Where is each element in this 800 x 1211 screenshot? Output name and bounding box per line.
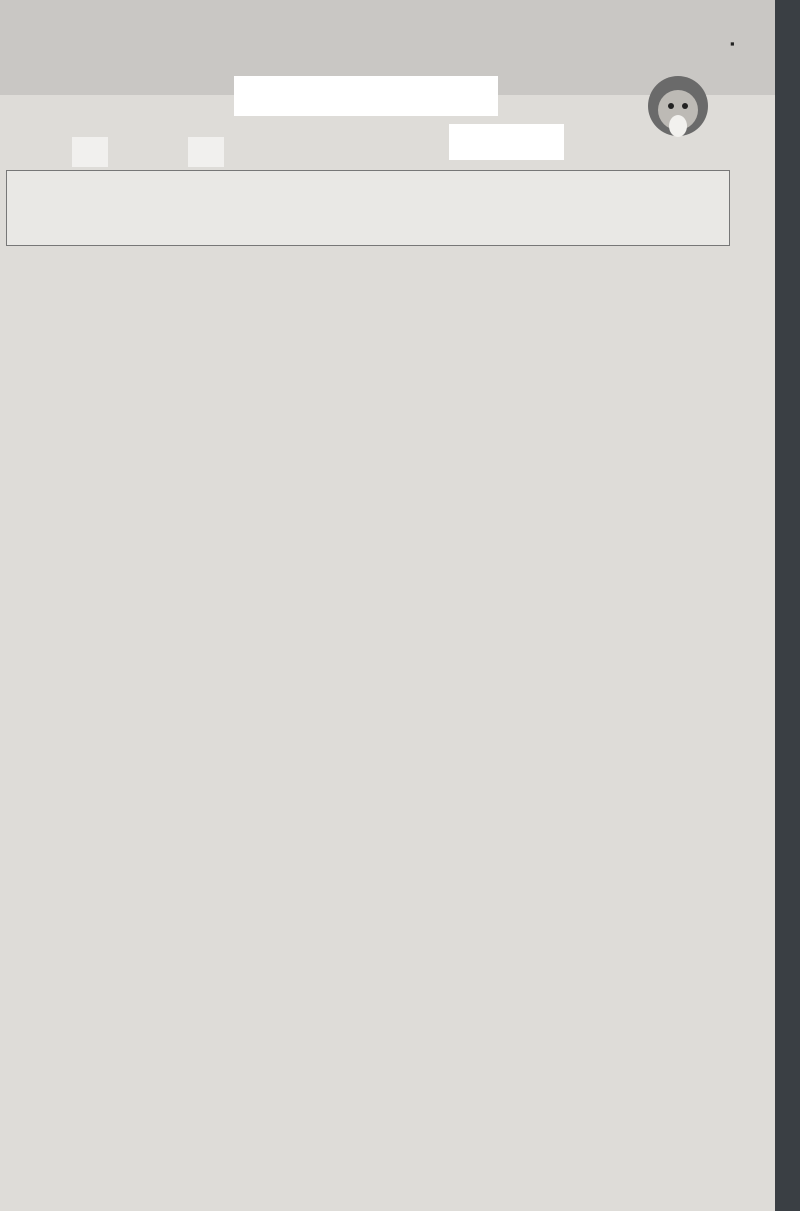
boy-checkbox	[188, 137, 224, 167]
page-number: ▪	[730, 36, 735, 51]
birth-date-field	[449, 124, 564, 160]
age-header-table	[6, 170, 730, 246]
child-name-field	[234, 76, 498, 116]
girl-checkbox	[72, 137, 108, 167]
hedgehog-illustration	[640, 64, 715, 144]
